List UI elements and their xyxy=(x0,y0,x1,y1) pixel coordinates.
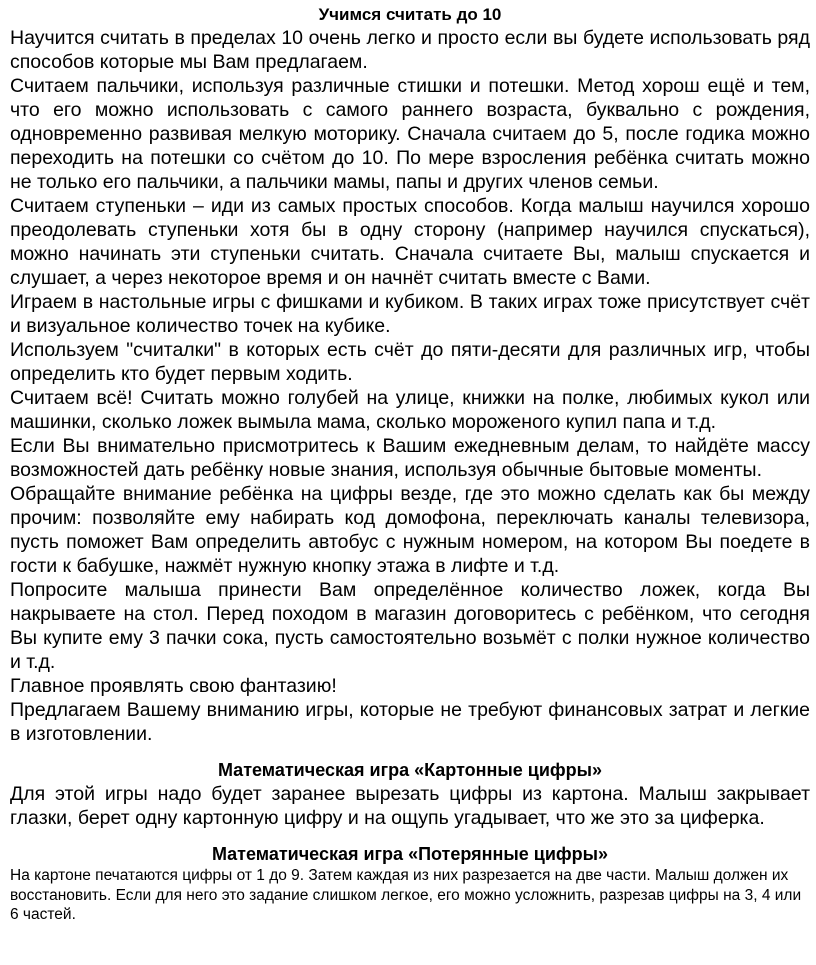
paragraph-board-games: Играем в настольные игры с фишками и кубиком. В таких играх тоже присутствует счёт и визуальное количество точек на кубике. xyxy=(10,291,810,337)
paragraph-numbers-everywhere: Обращайте внимание ребёнка на цифры везде, где это можно сделать как бы между прочим: позволяйте ему набирать код домофона, переключать каналы телевизора, пусть поможет Вам определить автобус с нужным номером, на котором Вы поедете в гости к бабушке, нажмёт нужную кнопку этажа в лифте и т.д. xyxy=(10,483,810,577)
paragraph-steps: Считаем ступеньки – иди из самых простых способов. Когда малыш научился хорошо преодолевать ступеньки хотя бы в одну сторону (например научился спускаться), можно начинать эти ступеньки считать. Сначала считаете Вы, малыш спускается и слушает, а через некоторое время и он начнёт считать вместе с Вами. xyxy=(10,195,810,289)
paragraph-fantasy: Главное проявлять свою фантазию! xyxy=(10,675,337,697)
game1-heading: Математическая игра «Картонные цифры» xyxy=(217,760,603,780)
document-title: Учимся считать до 10 xyxy=(318,5,502,24)
game2-heading: Математическая игра «Потерянные цифры» xyxy=(211,844,609,864)
paragraph-spoons: Попросите малыша принести Вам определённое количество ложек, когда Вы накрываете на стол. Перед походом в магазин договоритесь с ребёнком, что сегодня Вы купите ему 3 пачки сока, пусть самостоятельно возьмёт с полки нужное количество и т.д. xyxy=(10,579,810,673)
game1-text: Для этой игры надо будет заранее вырезать цифры из картона. Малыш закрывает глазки, берет одну картонную цифру и на ощупь угадывает, что же это за циферка. xyxy=(10,783,810,829)
paragraph-counting-rhymes: Используем "считалки" в которых есть счёт до пяти-десяти для различных игр, чтобы определить кто будет первым ходить. xyxy=(10,339,810,385)
paragraph-count-everything: Считаем всё! Считать можно голубей на улице, книжки на полке, любимых кукол или машинки, сколько ложек вымыла мама, сколько мороженого купил папа и т.д. xyxy=(10,387,810,433)
paragraph-intro: Научится считать в пределах 10 очень легко и просто если вы будете использовать ряд способов которые мы Вам предлагаем. xyxy=(10,27,810,73)
spacer xyxy=(10,746,810,758)
paragraph-games-intro: Предлагаем Вашему вниманию игры, которые не требуют финансовых затрат и легкие в изготовлении. xyxy=(10,699,810,745)
spacer xyxy=(10,830,810,842)
paragraph-fingers: Считаем пальчики, используя различные стишки и потешки. Метод хорош ещё и тем, что его можно использовать с самого раннего возраста, буквально с рождения, одновременно развивая мелкую моторику. Сначала считаем до 5, после годика можно переходить на потешки со счётом до 10. По мере взросления ребёнка считать можно не только его пальчики, а пальчики мамы, папы и других членов семьи. xyxy=(10,75,810,193)
game2-text: На картоне печатаются цифры от 1 до 9. Затем каждая из них разрезается на две части. Малыш должен их восстановить. Если для него это задание слишком легкое, его можно усложнить, разрезав цифры на 3, 4 или 6 частей. xyxy=(10,867,802,923)
paragraph-daily-life: Если Вы внимательно присмотритесь к Вашим ежедневным делам, то найдёте массу возможностей дать ребёнку новые знания, используя обычные бытовые моменты. xyxy=(10,435,810,481)
